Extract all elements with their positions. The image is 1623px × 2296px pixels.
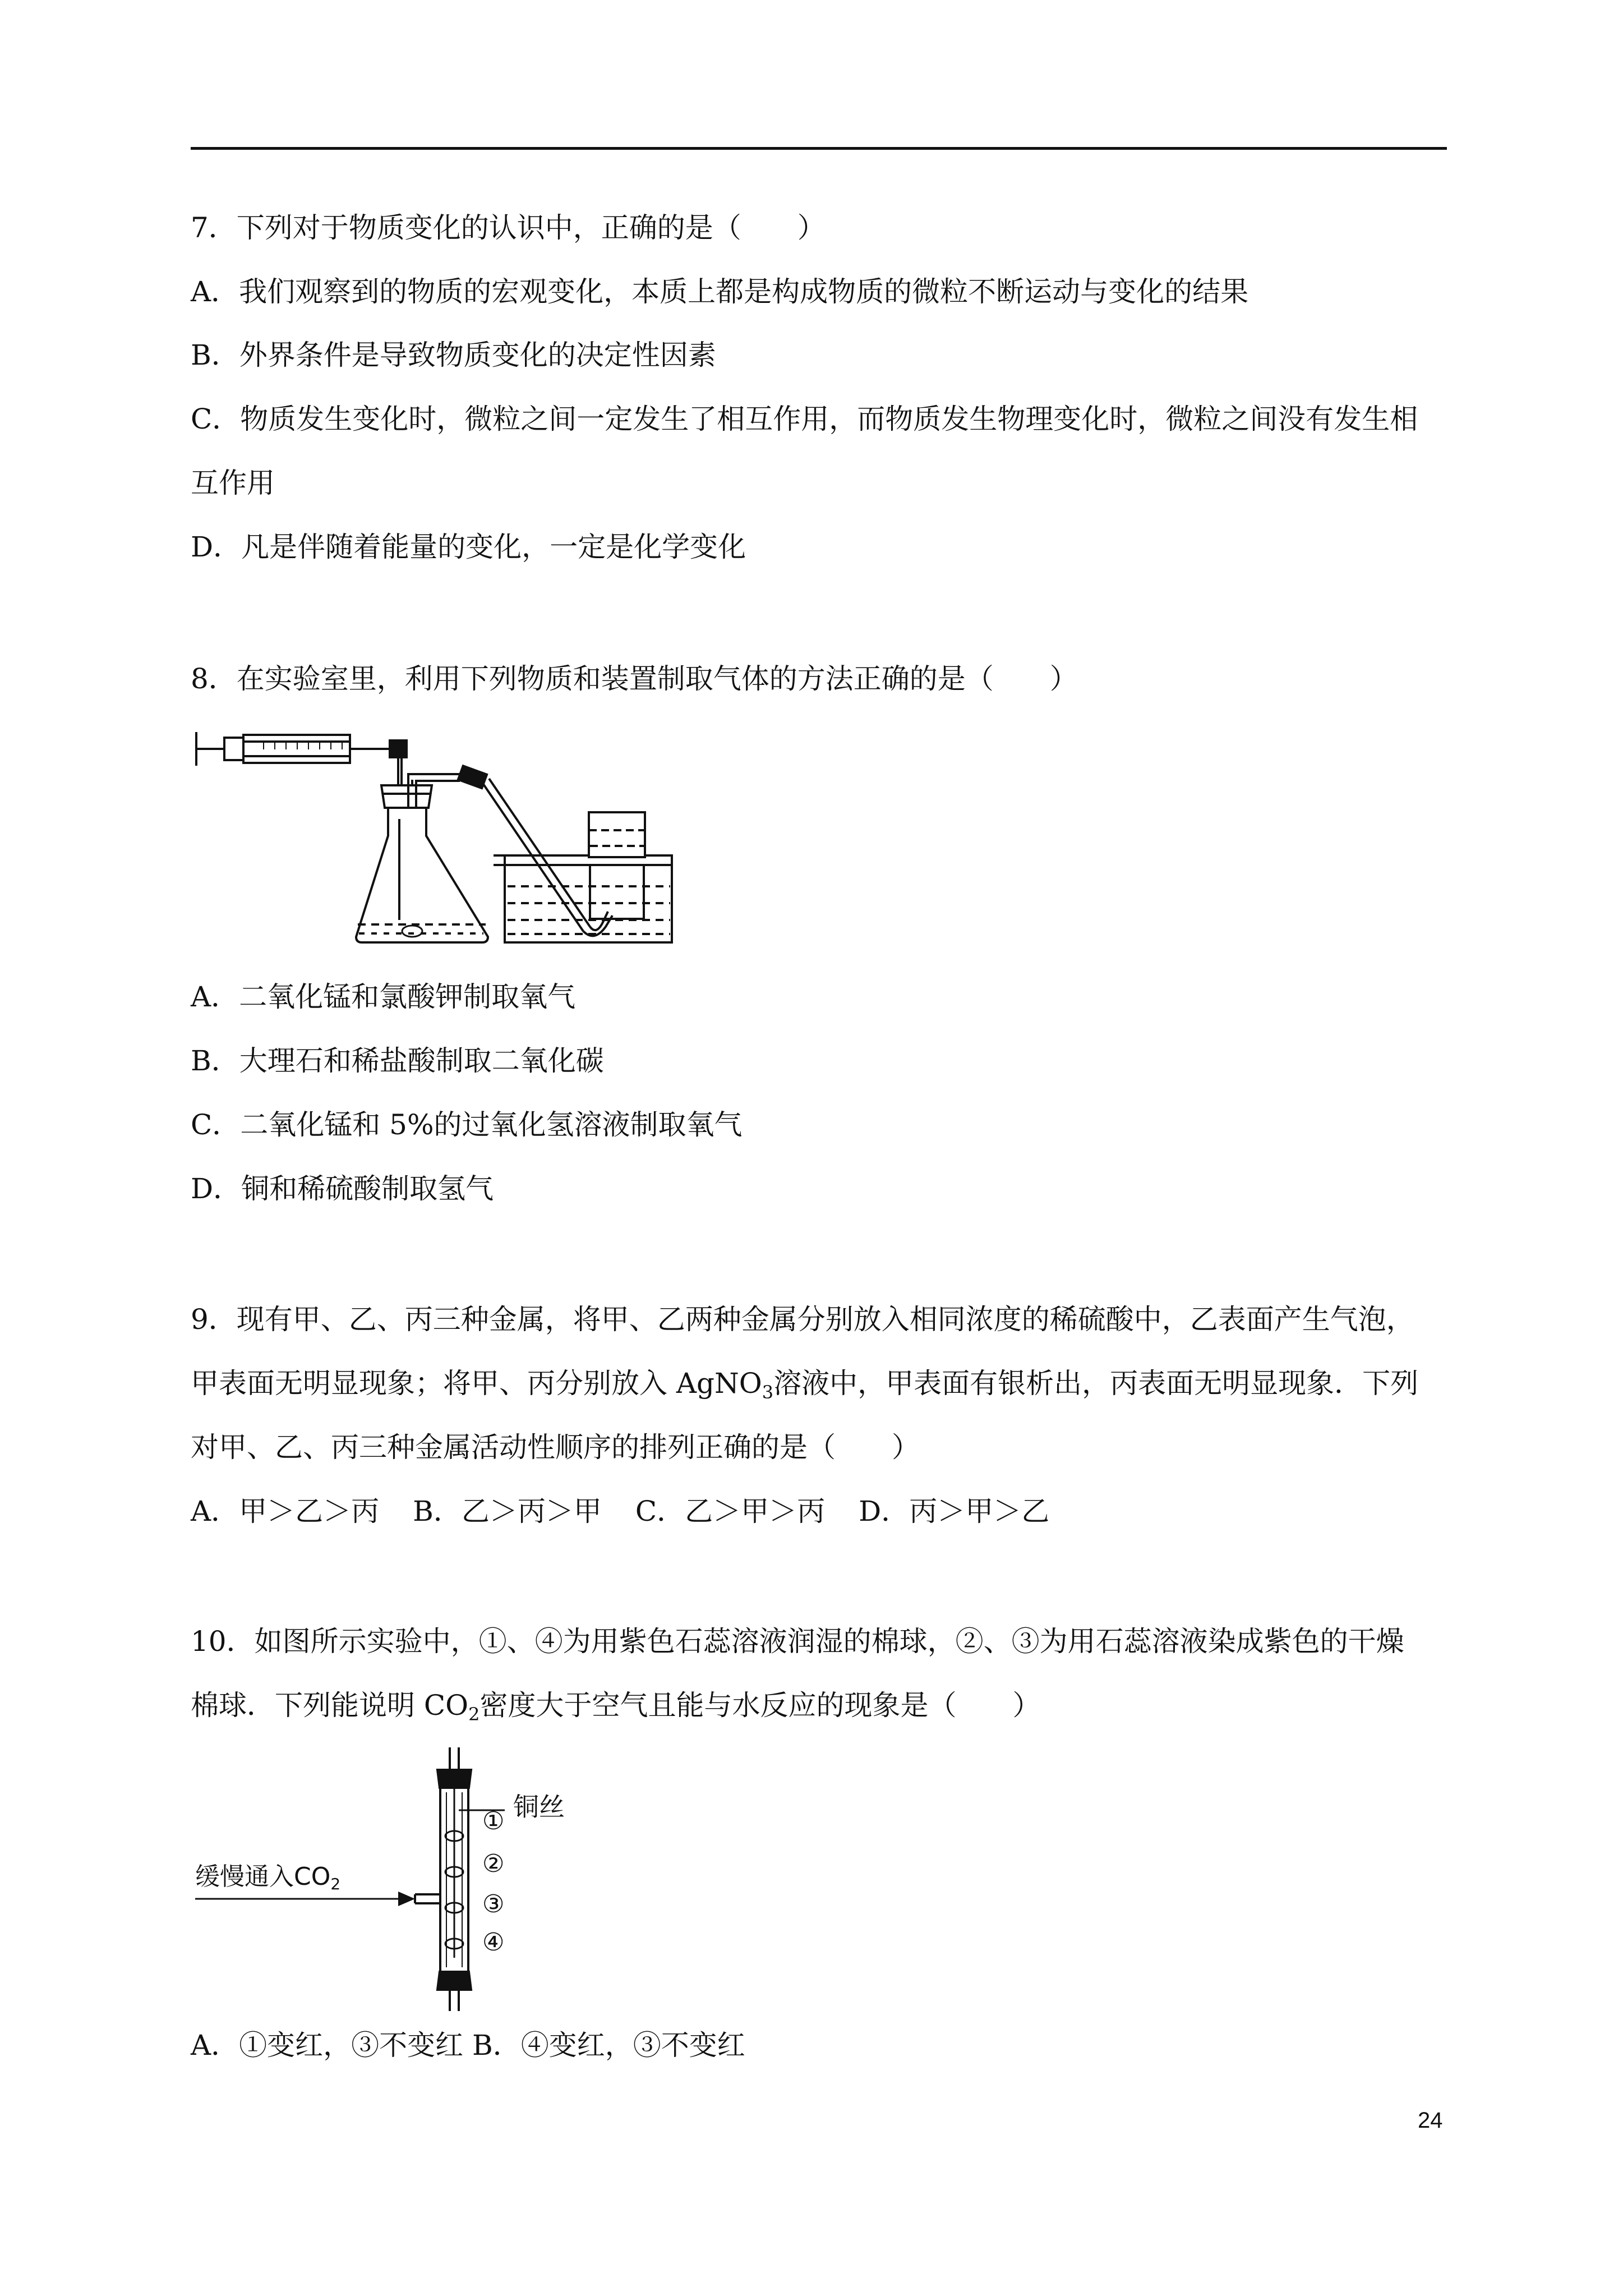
- q10-figure-mark-4: ④: [482, 1928, 505, 1957]
- q9-stem-line3: 对甲、乙、丙三种金属活动性顺序的排列正确的是（ ）: [191, 1431, 920, 1464]
- q8-option-b: B．大理石和稀盐酸制取二氧化碳: [191, 1045, 604, 1077]
- q9-option-c: C．乙＞甲＞丙: [635, 1495, 826, 1527]
- page-number: 24: [1418, 2108, 1443, 2133]
- q10-figure-mark-1: ①: [482, 1807, 505, 1835]
- q9-stem-line2-text-a: 甲表面无明显现象；将甲、丙分别放入 AgNO: [191, 1367, 762, 1400]
- q10-options-ab: A．①变红，③不变红 B．④变红，③不变红: [191, 2029, 745, 2062]
- q8-apparatus-figure: [191, 718, 673, 954]
- q7-option-c: C．物质发生变化时，微粒之间一定发生了相互作用，而物质发生物理变化时，微粒之间没有发生相: [191, 403, 1418, 435]
- q9-stem-line2: [191, 1366, 1418, 1409]
- q8-option-d: D．铜和稀硫酸制取氢气: [191, 1172, 494, 1205]
- q7-option-a: A．我们观察到的物质的宏观变化，本质上都是构成物质的微粒不断运动与变化的结果: [191, 275, 1249, 308]
- q10-figure-arrow-subscript: 2: [330, 1875, 341, 1893]
- q7-option-d: D．凡是伴随着能量的变化，一定是化学变化: [191, 531, 746, 563]
- q9-option-d: D．丙＞甲＞乙: [859, 1495, 1050, 1527]
- q7-option-c-cont: 互作用: [191, 467, 275, 499]
- q7-stem: 7．下列对于物质变化的认识中，正确的是（ ）: [191, 211, 826, 244]
- q10-figure-mark-3: ③: [482, 1890, 505, 1918]
- q9-option-a: A．甲＞乙＞丙: [191, 1495, 380, 1527]
- q7-option-b: B．外界条件是导致物质变化的决定性因素: [191, 339, 716, 371]
- q10-co2-tube-figure: [191, 1747, 617, 2011]
- q10-stem-line2-text-a: 棉球．下列能说明 CO: [191, 1689, 469, 1722]
- q8-option-c: C．二氧化锰和 5%的过氧化氢溶液制取氧气: [191, 1108, 743, 1141]
- q10-stem-line2-text-b: 密度大于空气且能与水反应的现象是（ ）: [479, 1689, 1041, 1722]
- q10-figure-mark-2: ②: [482, 1849, 505, 1878]
- q9-option-b: B．乙＞丙＞甲: [413, 1495, 602, 1527]
- q9-stem-line2-text-b: 溶液中，甲表面有银析出，丙表面无明显现象．下列: [773, 1367, 1419, 1400]
- svg-text:缓慢通入CO2: [195, 1862, 340, 1893]
- q8-stem: 8．在实验室里，利用下列物质和装置制取气体的方法正确的是（ ）: [191, 662, 1078, 695]
- q10-stem-line2: [191, 1688, 1041, 1731]
- q8-option-a: A．二氧化锰和氯酸钾制取氧气: [191, 981, 576, 1013]
- header-rule: [191, 147, 1447, 150]
- q9-options: [191, 1494, 1049, 1528]
- q9-subscript: 3: [762, 1382, 774, 1403]
- q10-figure-wire-label: 铜丝: [513, 1792, 565, 1822]
- q10-figure-arrow-label: 缓慢通入CO: [195, 1862, 331, 1891]
- q10-subscript: 2: [468, 1704, 480, 1725]
- q9-stem-line1: 9．现有甲、乙、丙三种金属，将甲、乙两种金属分别放入相同浓度的稀硫酸中，乙表面产生气泡，: [191, 1303, 1414, 1336]
- q10-stem-line1: 10．如图所示实验中，①、④为用紫色石蕊溶液润湿的棉球，②、③为用石蕊溶液染成紫色的干燥: [191, 1625, 1404, 1658]
